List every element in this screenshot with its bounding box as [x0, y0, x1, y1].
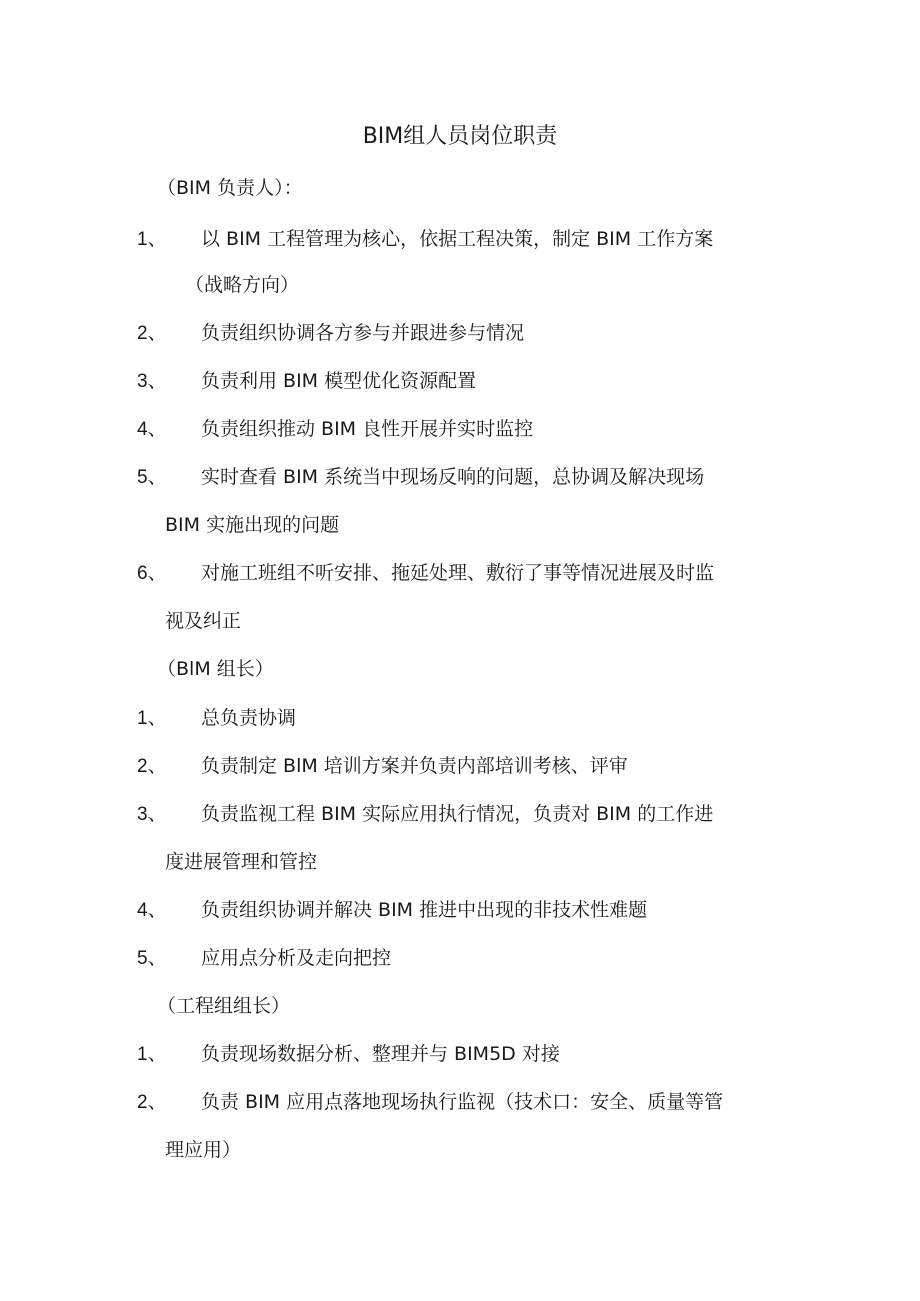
list-item-number: 2、 [137, 755, 167, 777]
section-heading-bim-manager: （BIM 负责人）： [157, 177, 303, 199]
list-item-continuation: （战略方向） [185, 274, 300, 296]
page-title: BIM组人员岗位职责 [362, 124, 558, 149]
list-item-number: 5、 [137, 947, 167, 969]
list-item-text: 负责组织协调并解决 BIM 推进中出现的非技术性难题 [201, 899, 648, 921]
list-item-text: 对施工班组不听安排、拖延处理、敷衍了事等情况进展及时监 [201, 562, 715, 584]
list-item-text: 实时查看 BIM 系统当中现场反响的问题，总协调及解决现场 [201, 466, 705, 488]
list-item-number: 2、 [137, 322, 167, 344]
list-item-continuation: 度进展管理和管控 [165, 851, 318, 873]
list-item-text: 负责现场数据分析、整理并与 BIM5D 对接 [201, 1043, 560, 1065]
list-item-continuation: 视及纠正 [165, 610, 242, 632]
list-item-number: 5、 [137, 466, 167, 488]
list-item-number: 2、 [137, 1091, 167, 1113]
list-item-continuation: BIM 实施出现的问题 [165, 514, 340, 536]
list-item-number: 3、 [137, 803, 167, 825]
list-item-number: 1、 [137, 228, 167, 250]
list-item-text: 以 BIM 工程管理为核心，依据工程决策，制定 BIM 工作方案 [201, 228, 714, 250]
list-item-continuation: 理应用） [165, 1139, 242, 1161]
list-item-text: 负责 BIM 应用点落地现场执行监视（技术口：安全、质量等管 [201, 1091, 724, 1113]
list-item-number: 6、 [137, 562, 167, 584]
list-item-number: 4、 [137, 418, 167, 440]
list-item-text: 总负责协调 [201, 707, 297, 729]
list-item-number: 1、 [137, 1043, 167, 1065]
list-item-text: 负责组织推动 BIM 良性开展并实时监控 [201, 418, 534, 440]
section-heading-bim-team-lead: （BlM 组长） [157, 658, 274, 680]
list-item-number: 3、 [137, 370, 167, 392]
list-item-text: 负责监视工程 BIM 实际应用执行情况，负责对 BIM 的工作进 [201, 803, 714, 825]
list-item-number: 4、 [137, 899, 167, 921]
list-item-text: 负责利用 BIM 模型优化资源配置 [201, 370, 477, 392]
list-item-text: 负责制定 BlM 培训方案并负责内部培训考核、评审 [201, 755, 628, 777]
section-heading-engineering-team-lead: （工程组组长） [157, 995, 291, 1017]
list-item-text: 应用点分析及走向把控 [201, 947, 392, 969]
list-item-number: 1、 [137, 707, 167, 729]
list-item-text: 负责组织协调各方参与并跟进参与情况 [201, 322, 525, 344]
